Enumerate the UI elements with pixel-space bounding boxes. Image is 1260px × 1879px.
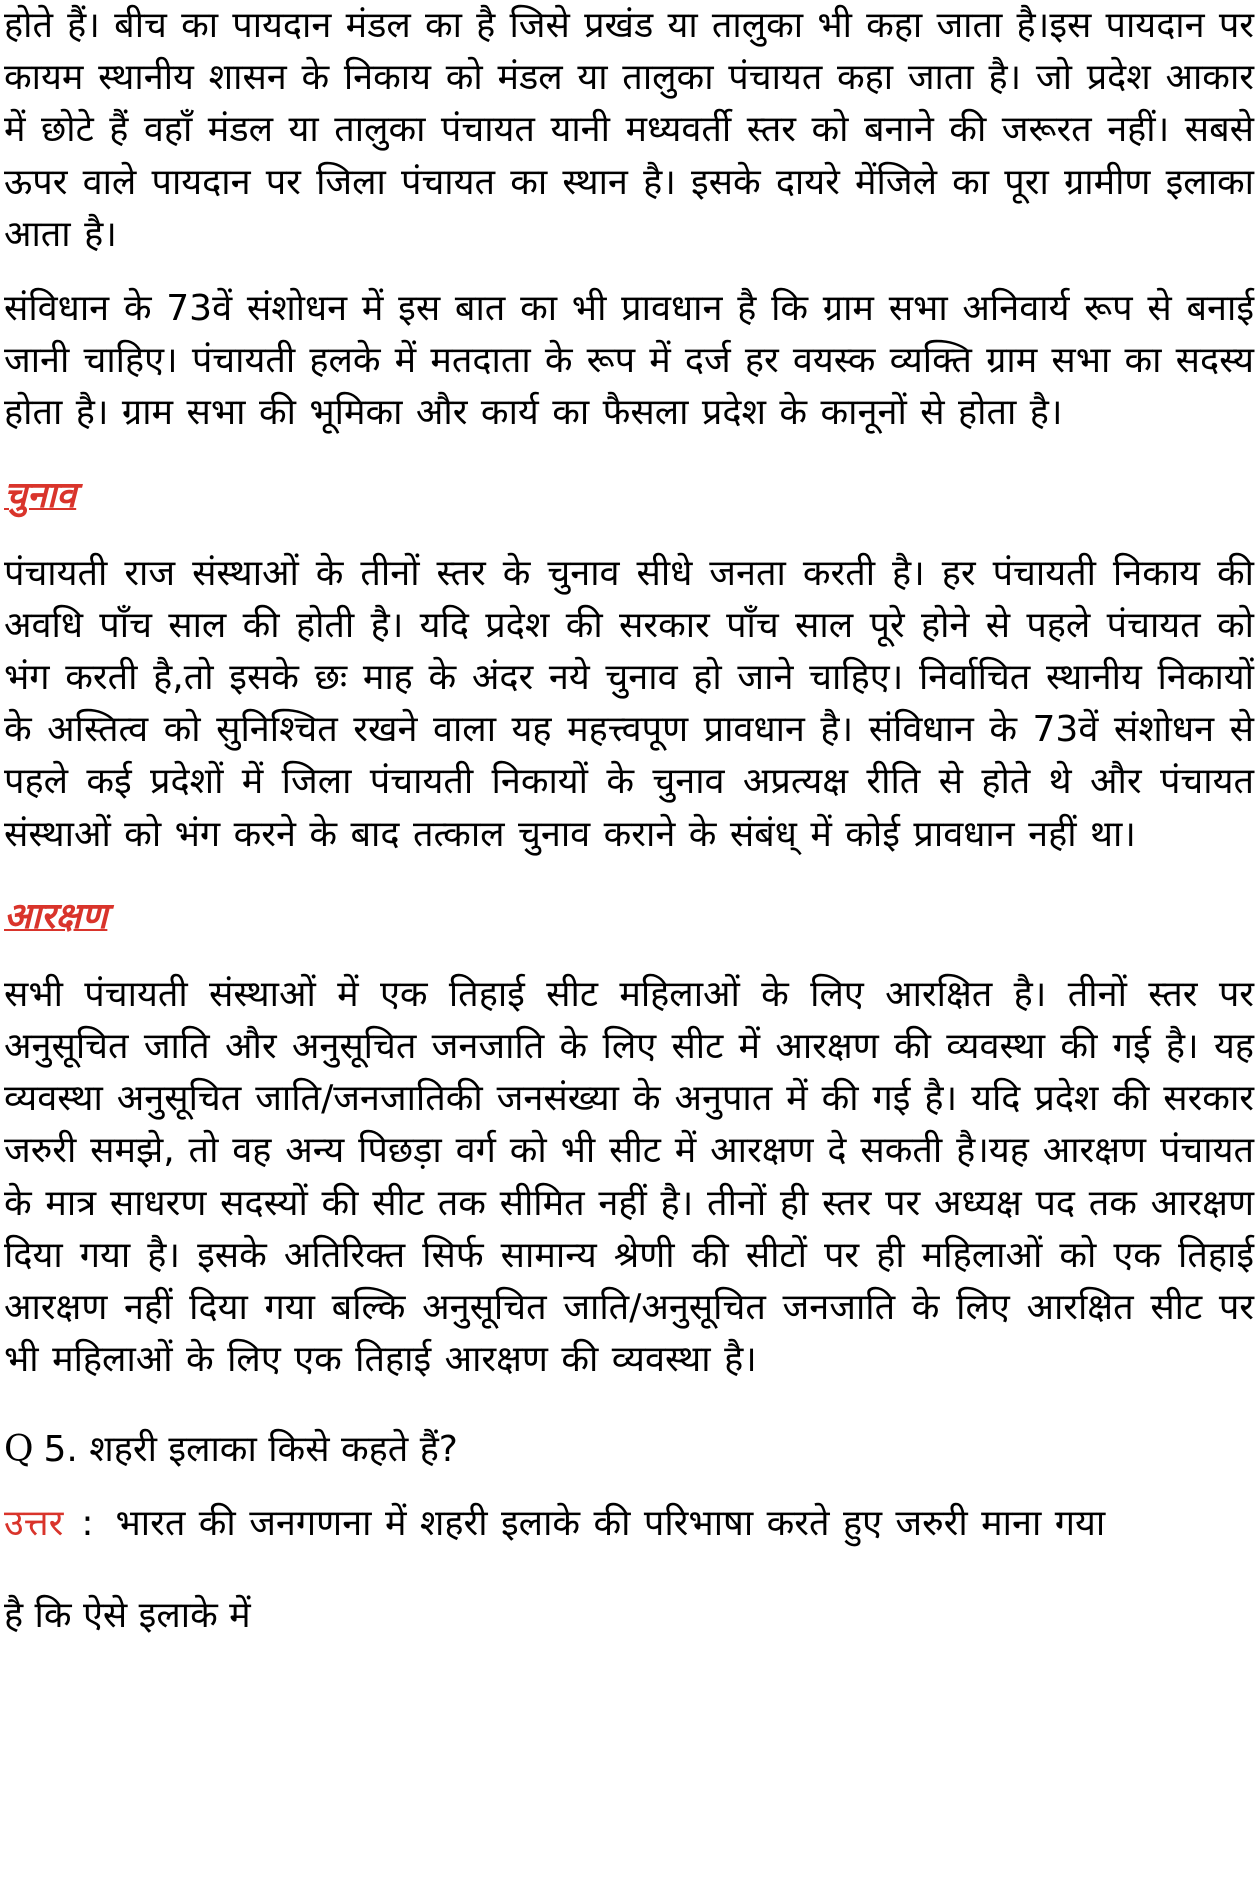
intro-paragraph: होते हैं। बीच का पायदान मंडल का है जिसे प्रखंड या तालुका भी कहा जाता है।इस पायदान पर कायम स्थानीय शासन के निकाय को मंडल या तालुका पंचायत कहा जाता है। जो प्रदेश आकार में छोटे हैं वहाँ मंडल या तालुका पंचायत यानी मध्यवर्ती स्तर को बनाने की जरूरत नहीं। सबसे ऊपर वाले पायदान पर जिला पंचायत का स्थान है। इसके दायरे मेंजिले का पूरा ग्रामीण इलाका आता है। (4, 5, 1254, 255)
answer-paragraph (4, 1498, 1254, 1550)
answer-label: उत्तर (4, 1503, 64, 1545)
answer-separator: : (81, 1503, 94, 1545)
gram-sabha-paragraph: संविधान के 73वें संशोधन में इस बात का भी प्रावधान है कि ग्राम सभा अनिवार्य रूप से बनाई जानी चाहिए। पंचायती हलके में मतदाता के रूप में दर्ज हर वयस्क व्यक्ति ग्राम सभा का सदस्य होता है। ग्राम सभा की भूमिका और कार्य का फैसला प्रदेश के कानूनों से होता है। (4, 288, 1254, 434)
question-5 (4, 1424, 1254, 1476)
reservation-paragraph: सभी पंचायती संस्थाओं में एक तिहाई सीट महिलाओं के लिए आरक्षित है। तीनों स्तर पर अनुसूचित जाति और अनुसूचित जनजाति के लिए सीट में आरक्षण की व्यवस्था की गई है। यह व्यवस्था अनुसूचित जाति/जनजातिकी जनसंख्या के अनुपात में की गई है। यदि प्रदेश की सरकार जरुरी समझे, तो वह अन्य पिछड़ा वर्ग को भी सीट में आरक्षण दे सकती है।यह आरक्षण पंचायत के मात्र साधरण सदस्यों की सीट तक सीमित नहीं है। तीनों ही स्तर पर अध्यक्ष पद तक आरक्षण दिया गया है। इसके अतिरिक्त सिर्फ सामान्य श्रेणी की सीटों पर ही महिलाओं को एक तिहाई आरक्षण नहीं दिया गया बल्कि अनुसूचित जाति/अनुसूचित जनजाति के लिए आरक्षित सीट पर भी महिलाओं के लिए एक तिहाई आरक्षण की व्यवस्था है। (4, 973, 1254, 1381)
answer-text: भारत की जनगणना में शहरी इलाके की परिभाषा करते हुए जरुरी माना गया (115, 1503, 1106, 1545)
question-label: Q (4, 1429, 34, 1471)
election-heading: चुनाव (4, 474, 77, 516)
question-text: 5. शहरी इलाका किसे कहते हैं? (43, 1429, 458, 1471)
answer-continuation: है कि ऐसे इलाके में (4, 1595, 251, 1637)
reservation-heading: आरक्षण (4, 895, 108, 937)
election-paragraph: पंचायती राज संस्थाओं के तीनों स्तर के चुनाव सीधे जनता करती है। हर पंचायती निकाय की अवधि पाँच साल की होती है। यदि प्रदेश की सरकार पाँच साल पूरे होने से पहले पंचायत को भंग करती है,तो इसके छः माह के अंदर नये चुनाव हो जाने चाहिए। निर्वाचित स्थानीय निकायों के अस्तित्व को सुनिश्चित रखने वाला यह महत्त्वपूण प्रावधान है। संविधान के 73वें संशोधन से पहले कई प्रदेशों में जिला पंचायती निकायों के चुनाव अप्रत्यक्ष रीति से होते थे और पंचायत संस्थाओं को भंग करने के बाद तत्काल चुनाव कराने के संबंध् में कोई प्रावधान नहीं था। (4, 552, 1254, 855)
